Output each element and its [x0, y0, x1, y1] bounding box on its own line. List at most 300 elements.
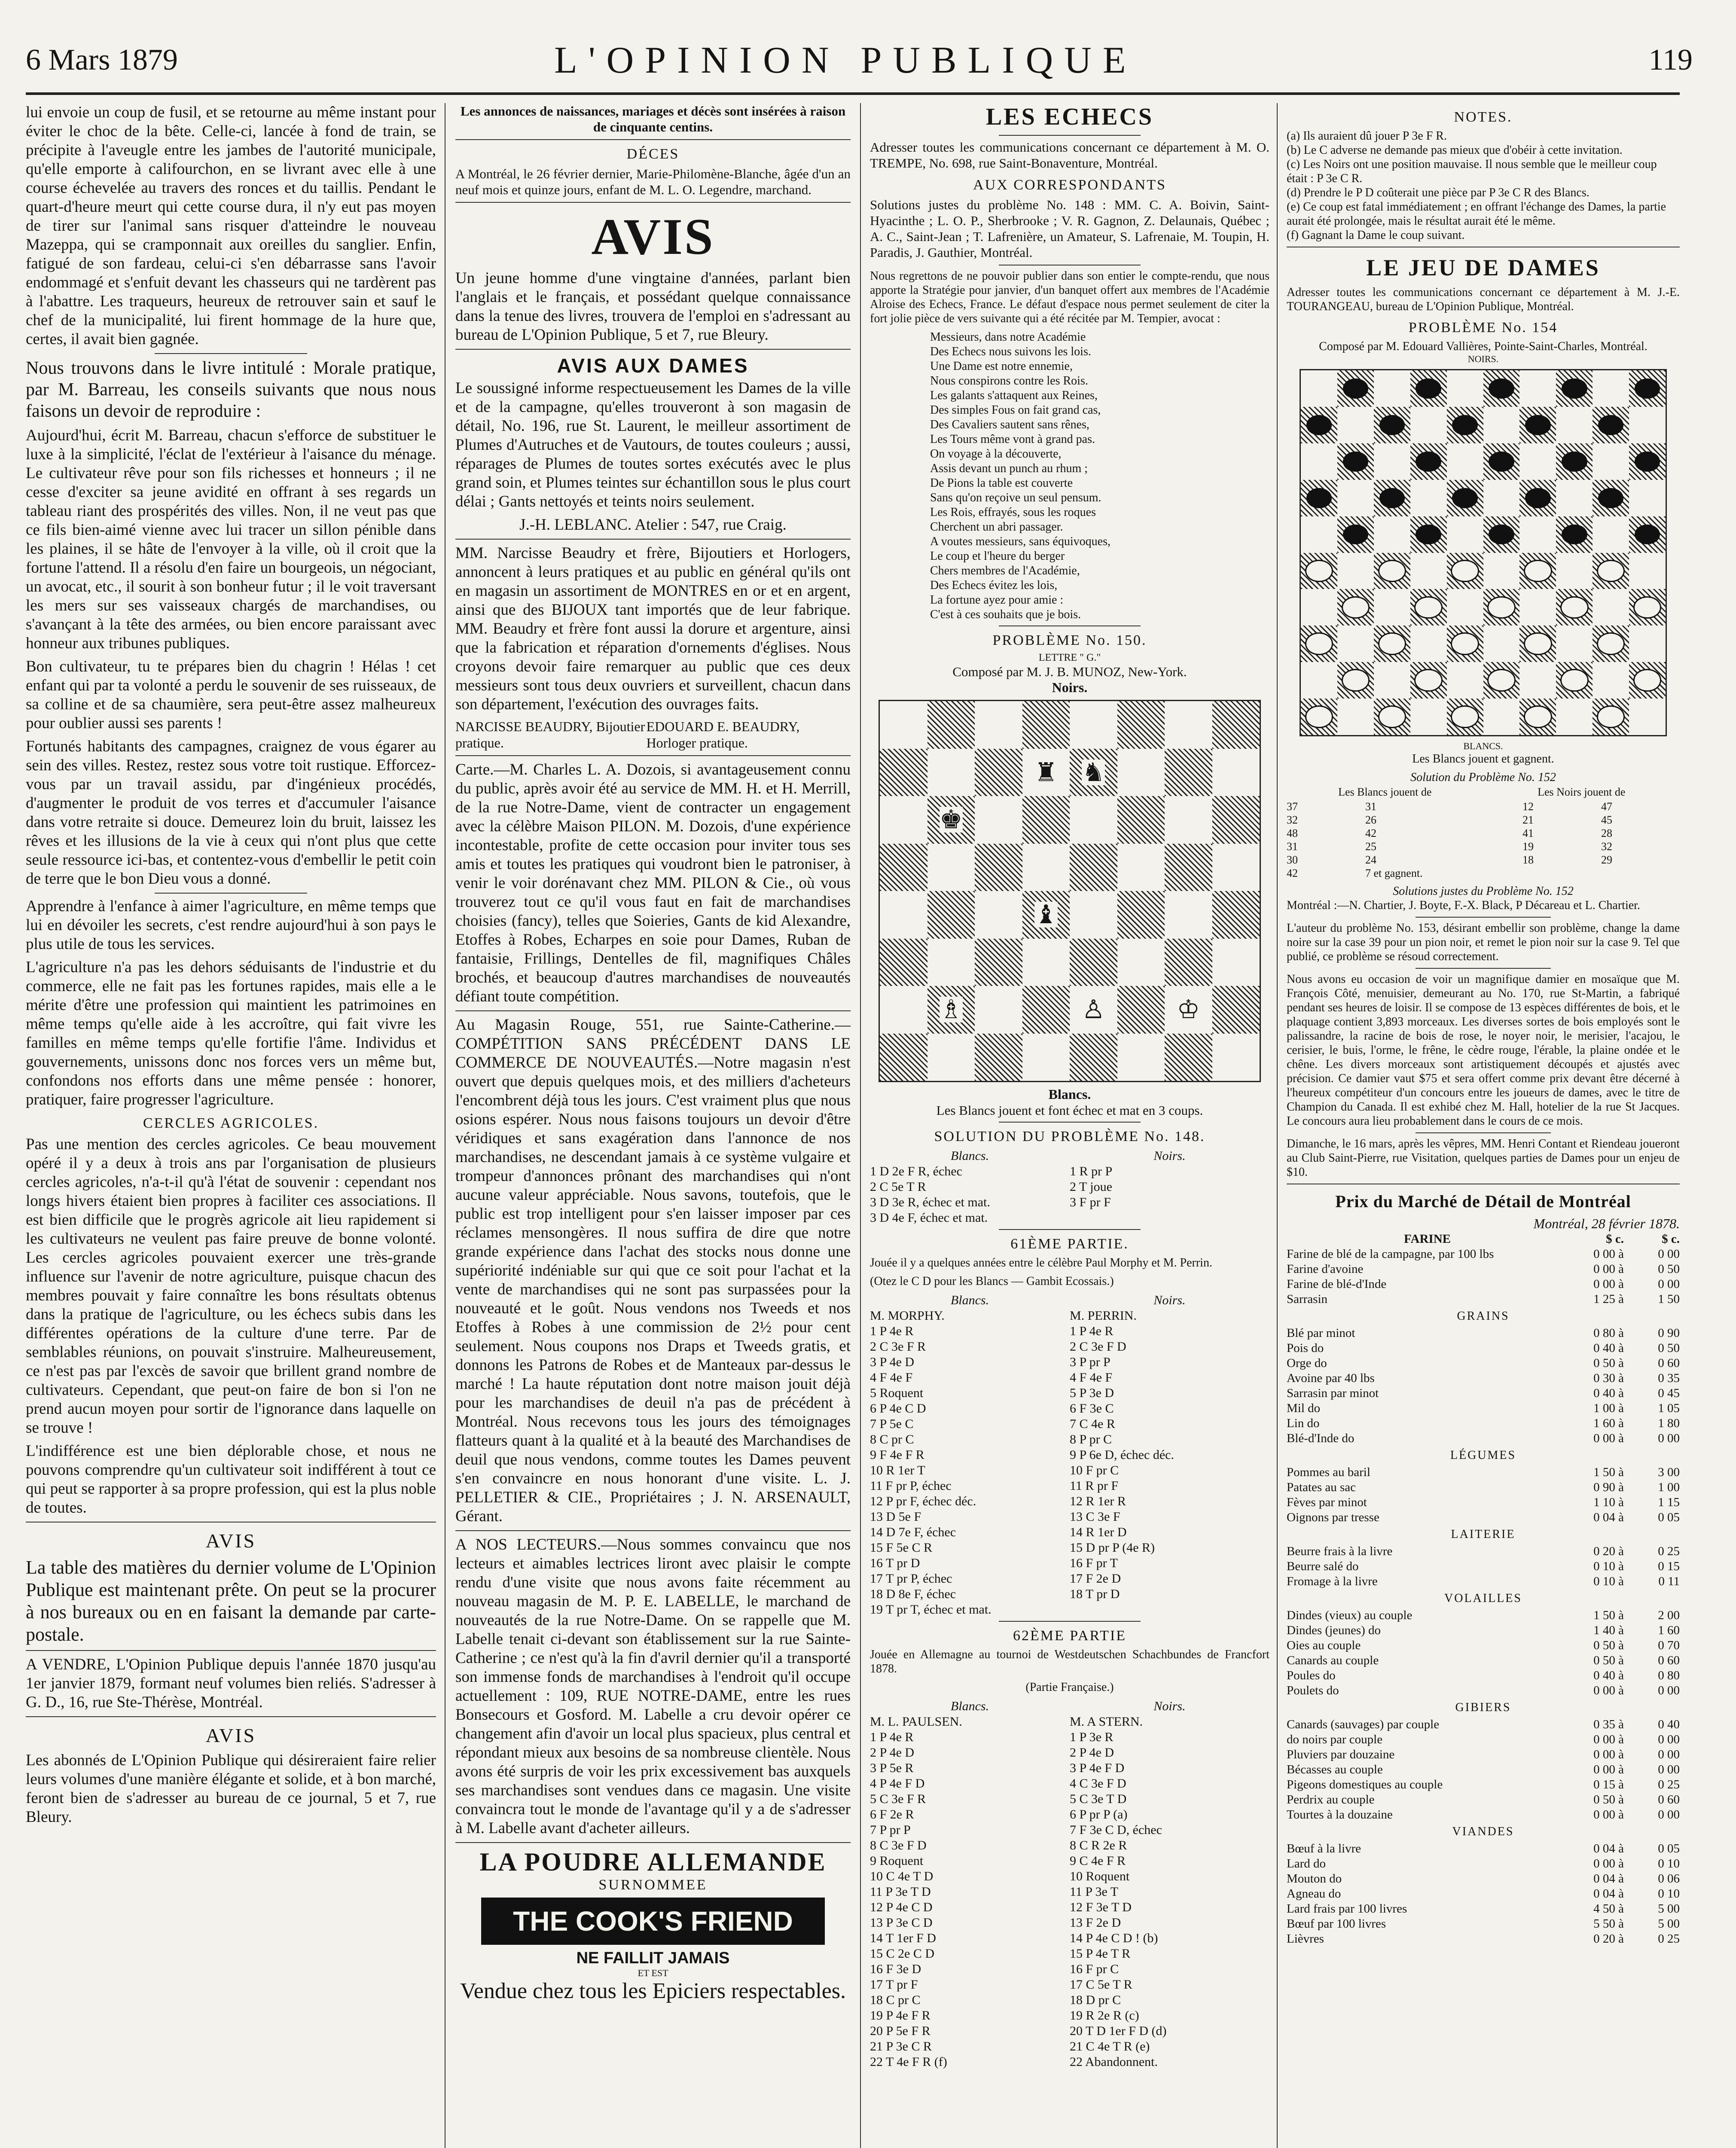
poem-line: Sans qu'on reçoive un seul pensum.: [930, 491, 1101, 504]
move: 3 D 3e R, échec et mat.: [870, 1195, 990, 1209]
draughts-section-title: LE JEU DE DAMES: [1366, 255, 1600, 281]
item-name: Oignons par tresse: [1287, 1510, 1379, 1525]
separator: [999, 1229, 1141, 1230]
poem-line: La fortune ayez pour amie :: [930, 593, 1064, 607]
price-low: 1 10 à: [1593, 1495, 1624, 1510]
game-62-intro: Jouée en Allemagne au tournoi de Westdeutschen Schachbundes de Francfort 1878.: [870, 1648, 1269, 1675]
item-name: Mil do: [1287, 1401, 1321, 1416]
move: 9 P 6e D, échec déc.: [1070, 1448, 1174, 1462]
draughts-piece: [1560, 596, 1588, 619]
draughts-square: [1337, 553, 1374, 589]
chess-square: [975, 749, 1022, 796]
draughts-square: [1519, 443, 1556, 480]
draughts-square: [1410, 699, 1447, 735]
move: 7 P pr P: [870, 1823, 911, 1837]
separator: [999, 1621, 1141, 1622]
white-moves: [870, 1324, 1070, 1617]
note: (c) Les Noirs ont une position mauvaise. Il nous semble que le meilleur coup était : P 3e C R.: [1287, 158, 1657, 185]
price-low: 0 35 à: [1593, 1718, 1624, 1732]
chess-square: [975, 939, 1022, 986]
price-row: [1287, 1416, 1680, 1431]
move: 15 P 4e T R: [1070, 1947, 1131, 1961]
poem-line: Nous conspirons contre les Rois.: [930, 374, 1088, 387]
draughts-move-row: [1287, 827, 1680, 840]
price-row: [1287, 1886, 1680, 1901]
draughts-piece: [1487, 596, 1515, 619]
draughts-move: 12: [1522, 800, 1534, 813]
draughts-piece: [1452, 488, 1477, 508]
draughts-square: [1447, 407, 1483, 443]
item-name: Bœuf à la livre: [1287, 1842, 1361, 1856]
draughts-move: 24: [1365, 854, 1376, 867]
move: 2 P 4e D: [1070, 1745, 1114, 1760]
separator: [999, 135, 1141, 136]
price-category: GIBIERS: [1455, 1701, 1511, 1715]
article-paragraph: Apprendre à l'enfance à aimer l'agriculture, en même temps que lui en dévoiler les secrets, c'est rendre aujourd'hui à son pays le plus utile de tous les services.: [26, 897, 436, 953]
chess-square: [927, 939, 975, 986]
section-heading: CERCLES AGRICOLES.: [143, 1115, 319, 1131]
column-3: [870, 103, 1269, 2148]
chess-square: [927, 749, 975, 796]
separator: [455, 1842, 851, 1843]
draughts-piece: [1343, 452, 1368, 472]
price-high: 0 10: [1658, 1857, 1680, 1871]
move: 22 T 4e F R (f): [870, 2055, 947, 2069]
move: 12 F 3e T D: [1070, 1900, 1132, 1914]
draughts-move: 45: [1601, 814, 1612, 827]
draughts-square: [1447, 553, 1483, 589]
move: 16 F pr C: [1070, 1962, 1119, 1976]
draughts-square: [1447, 443, 1483, 480]
masthead: [17, 26, 1693, 82]
article-paragraph: L'indifférence est une bien déplorable chose, et nous ne pouvons comprendre qu'un cultivateur soit indifférent à tout ce qui peut se rapporter à sa propre profession, qui est la plus noble de toutes.: [26, 1442, 436, 1516]
price-low: 0 10 à: [1593, 1559, 1624, 1574]
notice-text: La table des matières du dernier volume de L'Opinion Publique est maintenant prête. On peut se la procurer à nos bureaux ou en en faisant la demande par carte-postale.: [26, 1557, 436, 1645]
poem-line: Le coup et l'heure du berger: [930, 549, 1065, 563]
chess-square: [1117, 1034, 1165, 1081]
draughts-square: [1374, 443, 1410, 480]
chess-square: [880, 844, 927, 891]
chess-piece: ♗: [939, 995, 963, 1024]
price-row: [1287, 1326, 1680, 1341]
price-low: 0 00 à: [1593, 1733, 1624, 1747]
price-low: 4 50 à: [1593, 1902, 1624, 1916]
price-high: 0 45: [1658, 1386, 1680, 1400]
ladies-notice-signature: J.-H. LEBLANC. Atelier : 547, rue Craig.: [519, 516, 787, 534]
for-sale-notice: A VENDRE, L'Opinion Publique depuis l'année 1870 jusqu'au 1er janvier 1879, formant neuf volumes bien reliés. S'adresser à G. D., 16, rue Ste-Thérèse, Montréal.: [26, 1656, 436, 1711]
draughts-square: [1374, 662, 1410, 699]
draughts-piece: [1414, 596, 1442, 619]
price-high: 0 00: [1658, 1277, 1680, 1291]
move: 3 D 4e F, échec et mat.: [870, 1211, 988, 1225]
draughts-piece: [1379, 488, 1405, 508]
price-row: [1287, 1623, 1680, 1638]
item-name: Pommes au baril: [1287, 1465, 1370, 1480]
price-category: VOLAILLES: [1444, 1592, 1522, 1605]
chess-square: [1212, 749, 1260, 796]
ladies-notice: Le soussigné informe respectueusement les Dames de la ville et de la campagne, qu'elles trouveront à son magasin de détail, No. 196, rue St. Laurent, le meilleur assortiment de Plumes d'Autruches et de Vautours, de toutes couleurs ; aussi, réparages de Plumes de toutes sortes exécutés avec le plus grand soin, et Plumes teintes sur échantillon sous le plus court délai ; Gants nettoyés et teints noirs seulement.: [455, 379, 851, 510]
draughts-square: [1629, 443, 1666, 480]
chess-square: [1070, 1034, 1117, 1081]
item-name: Lièvres: [1287, 1932, 1324, 1946]
price-high: 0 00: [1658, 1733, 1680, 1747]
draughts-square: [1593, 625, 1629, 662]
move: 7 F 3e C D, échec: [1070, 1823, 1162, 1837]
price-high: 0 06: [1658, 1872, 1680, 1886]
price-high: 0 00: [1658, 1763, 1680, 1777]
draughts-piece: [1306, 488, 1332, 508]
move: 22 Abandonnent.: [1070, 2055, 1158, 2069]
issue-date: 6 Mars 1879: [26, 43, 178, 76]
chess-square: [1117, 939, 1165, 986]
move: 18 C pr C: [870, 1993, 921, 2007]
move: 17 F 2e D: [1070, 1571, 1121, 1586]
cooks-friend-logo: THE COOK'S FRIEND: [481, 1898, 825, 1945]
chess-square: [1070, 796, 1117, 844]
move: 14 D 7e F, échec: [870, 1525, 956, 1539]
draughts-piece: [1635, 452, 1660, 472]
draughts-move: 31: [1287, 840, 1298, 853]
move: 9 F 4e F R: [870, 1448, 924, 1462]
item-name: Perdrix au couple: [1287, 1793, 1375, 1807]
problem-letter: LETTRE " G.": [1038, 652, 1101, 663]
item-name: Oies au couple: [1287, 1638, 1361, 1653]
price-header: $ c.: [1662, 1232, 1680, 1246]
draughts-square: [1519, 662, 1556, 699]
price-high: 0 35: [1658, 1371, 1680, 1385]
draughts-square: [1483, 407, 1520, 443]
price-category: LAITERIE: [1451, 1528, 1516, 1541]
price-high: 0 11: [1658, 1574, 1680, 1589]
vendue-text: Vendue chez tous les Epiciers respectables.: [460, 1979, 846, 2003]
draughts-piece: [1560, 669, 1588, 692]
move: 9 Roquent: [870, 1854, 924, 1868]
item-name: Fromage à la livre: [1287, 1574, 1378, 1589]
draughts-square: [1593, 589, 1629, 625]
chess-square: [975, 986, 1022, 1034]
item-name: Orge do: [1287, 1356, 1327, 1370]
draughts-square: [1374, 699, 1410, 735]
draughts-square: [1337, 699, 1374, 735]
chess-piece: ♔: [1177, 995, 1200, 1024]
chess-square: [1165, 891, 1212, 939]
chess-board: [879, 700, 1261, 1082]
draughts-square: [1301, 516, 1337, 553]
separator: [455, 139, 851, 140]
chess-square: [880, 891, 927, 939]
separator: [455, 755, 851, 756]
move: 3 P 5e R: [870, 1761, 914, 1775]
chess-square: [1117, 891, 1165, 939]
draughts-move: 42: [1287, 867, 1298, 880]
chess-square: [1212, 701, 1260, 749]
draughts-square: [1410, 553, 1447, 589]
price-low: 0 50 à: [1593, 1638, 1624, 1653]
price-low: 0 50 à: [1593, 1793, 1624, 1807]
item-name: Avoine par 40 lbs: [1287, 1371, 1375, 1385]
chess-piece: ♚: [939, 806, 963, 834]
move: 14 P 4e C D ! (b): [1070, 1931, 1158, 1945]
article-paragraph: Pas une mention des cercles agricoles. Ce beau mouvement opéré il y a deux à trois ans par l'organisation de plusieurs cercles agricoles, n'a-t-il qu'à l'état de souvenir : cependant nos longs hivers étaient bien propres à faciliter ces associations. Il est bien difficile que le progrès agricole ait lieu rapidement si les cultivateurs ne veulent pas faire preuve de bonne volonté. Les cercles agricoles pouvaient exercer une très-grande influence sur l'avenir de notre agriculture, puisque chacun des membres pouvait y faire connaître les bons résultats obtenus dans la pratique de l'agriculture, ou les échecs subis dans les différentes opérations de la culture d'une terre. Par de semblables réunions, on pouvait s'instruire. Malheureusement, ce n'est pas par l'excès de savoir que brillent grand nombre de cultivateurs. Cependant, que peut-on faire de bon si l'on ne prend aucun moyen pour sortir de l'ignorance dans laquelle on se trouve !: [26, 1135, 436, 1437]
draughts-move: [1522, 867, 1601, 880]
draughts-square: [1410, 662, 1447, 699]
draughts-square: [1447, 625, 1483, 662]
move: 5 C 3e F R: [870, 1792, 926, 1806]
market-prices-title: Prix du Marché de Détail de Montréal: [1335, 1192, 1631, 1211]
separator: [26, 1522, 436, 1523]
move: 21 C 4e T R (e): [1070, 2039, 1150, 2053]
move: 6 P pr P (a): [1070, 1807, 1128, 1822]
draughts-move: 18: [1522, 854, 1534, 867]
price-high: 0 00: [1658, 1431, 1680, 1446]
author-note: L'auteur du problème No. 153, désirant embellir son problème, change la dame noire sur la case 39 pour un pion noir, et remet le pion noir sur la case 9. Tel que publié, ce problème se résoud correctement.: [1287, 921, 1680, 964]
draughts-square: [1337, 516, 1374, 553]
move: 2 C 5e T R: [870, 1180, 926, 1194]
draughts-square: [1410, 516, 1447, 553]
move: 18 D pr C: [1070, 1993, 1121, 2007]
game-61-intro: Jouée il y a quelques années entre le célèbre Paul Morphy et M. Perrin.: [870, 1256, 1212, 1269]
price-row: [1287, 1871, 1680, 1886]
move: 4 P 4e F D: [870, 1776, 925, 1791]
chess-square: [1022, 1034, 1070, 1081]
poem-line: Les Tours même vont à grand pas.: [930, 433, 1095, 446]
solution-heading: SOLUTION DU PROBLÈME No. 148.: [934, 1129, 1205, 1144]
chess-square: [1070, 844, 1117, 891]
draughts-square: [1410, 407, 1447, 443]
item-name: Pigeons domestiques au couple: [1287, 1778, 1443, 1792]
chess-square: [880, 1034, 927, 1081]
move: 10 C 4e T D: [870, 1869, 934, 1883]
column-divider: [1277, 103, 1278, 2148]
draughts-piece: [1489, 452, 1514, 472]
move: 2 T joue: [1070, 1180, 1112, 1194]
price-row: [1287, 1841, 1680, 1856]
move: 4 F 4e F: [870, 1370, 913, 1385]
price-high: 0 00: [1658, 1808, 1680, 1822]
move: 3 P pr P: [1070, 1355, 1111, 1369]
chess-square: [1212, 844, 1260, 891]
price-high: 0 00: [1658, 1684, 1680, 1698]
draughts-square: [1593, 699, 1629, 735]
article-paragraph: lui envoie un coup de fusil, et se retourne au même instant pour éviter le choc de la bête. Celle-ci, lancée à fond de train, se précipite à l'aveugle entre les jambes de l'autorité municipale, qu'elle emporte à califourchon, en se livrant avec elle à une course échevelée au travers des ronces et du taillis. Pendant le quart-d'heure meurt qui cette course dura, il n'y eut pas moyen de tirer sur l'animal sans risquer d'atteindre le nouveau Mazeppa, qui se cramponnait aux oreilles du sanglier. Enfin, fatigué de son fardeau, celui-ci s'en débarrasse sans l'avoir endommagé et s'enfuit devant les chasseurs qui ne tardèrent pas à l'abattre. Les traqueurs, heureux de retrouver sain et sauf le chef de la municipalité, lui firent hommage de la hure que, certes, il avait bien gagnée.: [26, 104, 436, 348]
draughts-solution-moves: [1287, 800, 1680, 880]
move: 17 T pr F: [870, 1977, 918, 1992]
draughts-piece: [1416, 452, 1441, 472]
draughts-square: [1556, 516, 1593, 553]
draughts-square: [1301, 407, 1337, 443]
move: 1 P 4e R: [870, 1730, 914, 1744]
price-low: 0 00 à: [1593, 1748, 1624, 1762]
item-name: Fèves par minot: [1287, 1495, 1367, 1510]
draughts-piece: [1562, 378, 1587, 399]
price-high: 0 25: [1658, 1932, 1680, 1946]
white-moves: [870, 1730, 1070, 2070]
separator: [26, 1716, 436, 1717]
header-rule: [26, 92, 1680, 95]
announcement-rates: Les annonces de naissances, mariages et décès sont insérées à raison de cinquante centins.: [460, 104, 846, 134]
poem: [870, 330, 1269, 622]
price-high: 1 80: [1658, 1416, 1680, 1431]
draughts-square: [1556, 443, 1593, 480]
price-low: 0 00 à: [1593, 1262, 1624, 1276]
price-high: 0 50: [1658, 1341, 1680, 1355]
col-header: Noirs.: [1153, 1149, 1186, 1163]
col-header: Blancs.: [950, 1149, 989, 1163]
chess-square: [1022, 701, 1070, 749]
poem-line: Les Rois, effrayés, sous les roques: [930, 506, 1096, 519]
item-name: Farine de blé-d'Inde: [1287, 1277, 1387, 1291]
draughts-move: 28: [1601, 827, 1612, 840]
move: 5 Roquent: [870, 1386, 924, 1400]
item-name: Agneau do: [1287, 1887, 1341, 1901]
game-61-sub: (Otez le C D pour les Blancs — Gambit Ecossais.): [870, 1275, 1114, 1288]
chess-square: [1212, 939, 1260, 986]
price-high: 1 50: [1658, 1292, 1680, 1306]
draughts-square: [1629, 589, 1666, 625]
draughts-square: [1337, 443, 1374, 480]
card-advert: Carte.—M. Charles L. A. Dozois, si avantageusement connu du public, après avoir été au service de MM. H. et H. Merrill, de la rue Notre-Dame, vient de contracter un engagement avec la célèbre Maison PILON. M. Dozois, d'une expérience incontestable, profite de cette occasion pour inviter tous ses amis et toutes les pratiques qui voudront bien le patroniser, à venir le voir dorénavant chez MM. PILON & Cie., où vous trouverez tout ce qu'il vous faut en fait de marchandises choisies (fancy), telles que Soieries, Gants de kid Alexandre, Etoffes à Robes, Echarpes en soie pour Dames, Ruban de fantaisie, Frillings, Dentelles de fil, magnifiques Châles brochés, et beaucoup d'autres marchandises de nouveautés défiant toute compétition.: [455, 761, 851, 1005]
draughts-square: [1556, 699, 1593, 735]
price-row: [1287, 1931, 1680, 1947]
draughts-move-row: [1287, 800, 1680, 813]
price-low: 0 20 à: [1593, 1544, 1624, 1559]
draughts-square: [1337, 589, 1374, 625]
move: 15 C 2e C D: [870, 1947, 934, 1961]
draughts-square: [1593, 443, 1629, 480]
draughts-square: [1556, 589, 1593, 625]
move: 1 P 4e R: [870, 1324, 914, 1338]
price-low: 0 00 à: [1593, 1431, 1624, 1446]
move: 12 P 4e C D: [870, 1900, 933, 1914]
game-62-heading: 62ÈME PARTIE: [1013, 1628, 1127, 1644]
note: (f) Gagnant la Dame le coup suivant.: [1287, 229, 1465, 242]
price-row: [1287, 1856, 1680, 1871]
draughts-square: [1593, 480, 1629, 516]
draughts-piece: [1633, 669, 1661, 692]
draughts-square: [1337, 407, 1374, 443]
move: 4 F 4e F: [1070, 1370, 1113, 1385]
draughts-piece: [1306, 415, 1332, 435]
item-name: Tourtes à la douzaine: [1287, 1808, 1393, 1822]
chess-square: [1022, 844, 1070, 891]
chess-square: [927, 1034, 975, 1081]
col-header: Blancs.: [950, 1699, 989, 1713]
draughts-square: [1483, 589, 1520, 625]
item-name: Sarrasin: [1287, 1292, 1328, 1306]
sunday-match-notice: Dimanche, le 16 mars, après les vêpres, MM. Henri Contant et Riendeau joueront au Club Saint-Pierre, rue Visitation, quelques parties de Dames pour un enjeu de $10.: [1287, 1137, 1680, 1179]
article-paragraph: Bon cultivateur, tu te prépares bien du chagrin ! Hélas ! cet enfant qui par ta volonté a perdu le souvenir de ses ruisseaux, de sa colline et de sa chaumière, sera peut-être assez malheureux pour oublier aussi ses parents !: [26, 658, 436, 732]
price-row: [1287, 1608, 1680, 1623]
move: 8 C 3e F D: [870, 1838, 927, 1852]
draughts-square: [1519, 516, 1556, 553]
draughts-piece: [1525, 488, 1550, 508]
correct-solutions-heading: Solutions justes du Problème No. 152: [1393, 885, 1574, 898]
draughts-square: [1593, 553, 1629, 589]
chess-square: [927, 844, 975, 891]
chess-section-title: LES ECHECS: [985, 104, 1154, 130]
draughts-move: 7 et gagnent.: [1365, 867, 1423, 880]
move: 11 P 3e T: [1070, 1885, 1119, 1899]
price-row: [1287, 1341, 1680, 1356]
draughts-piece: [1305, 705, 1333, 728]
poem-line: Cherchent un abri passager.: [930, 520, 1063, 534]
price-high: 0 40: [1658, 1718, 1680, 1732]
draughts-piece: [1489, 378, 1514, 399]
draughts-goal: Les Blancs jouent et gagnent.: [1412, 752, 1554, 766]
et-est-text: ET EST: [638, 1968, 668, 1978]
draughts-move: 29: [1601, 854, 1612, 867]
price-low: 0 30 à: [1593, 1371, 1624, 1385]
deaths-heading: DÉCES: [626, 146, 680, 162]
col-header: Blancs.: [950, 1293, 989, 1307]
draughts-piece: [1451, 560, 1479, 583]
draughts-piece: [1524, 632, 1552, 655]
separator: [1416, 968, 1551, 969]
move: 16 T pr D: [870, 1556, 920, 1570]
price-high: 0 25: [1658, 1544, 1680, 1559]
item-name: do noirs par couple: [1287, 1733, 1383, 1747]
draughts-square: [1410, 370, 1447, 407]
jeweller-advert: MM. Narcisse Beaudry et frère, Bijoutiers et Horlogers, annoncent à leurs pratiques et au public en général qu'ils ont en magasin un assortiment de MONTRES en or et en argent, ainsi que des BIJOUX tant importés que de leur fabrique. MM. Beaudry et frère font aussi la dorure et argenture, ainsi que la fabrication et réparation d'ornements d'églises. Nous croyons devoir faire remarquer au public que ces deux messieurs sont tous deux ouvriers et surveillent, chacun dans son département, l'exécution des ouvrages faits.: [455, 544, 851, 713]
price-row: [1287, 1559, 1680, 1574]
chess-square: [1165, 1034, 1212, 1081]
note: (b) Le C adverse ne demande pas mieux que d'obéir à cette invitation.: [1287, 143, 1623, 157]
move: 8 P pr C: [1070, 1432, 1112, 1446]
draughts-piece: [1343, 525, 1368, 545]
draughts-square: [1593, 370, 1629, 407]
price-low: 0 80 à: [1593, 1326, 1624, 1340]
game-61-heading: 61ÈME PARTIE.: [1010, 1236, 1129, 1252]
item-name: Pluviers par douzaine: [1287, 1748, 1395, 1762]
article-paragraph: Fortunés habitants des campagnes, craignez de vous égarer au sein des villes. Restez, restez sous votre toit rustique. Efforcez-vous par un travail assidu, par d'ingénieux procédés, d'augmenter le produit de vos terres et d'accumuler l'aisance dans votre retraite si douce. Demeurez loin du bruit, laissez les rêves et les illusions de la vie à ceux qui n'ont plus que cette seule ressource ici-bas, et contentez-vous d'embellir le petit coin de terre que le bon Dieu vous a donné.: [26, 738, 436, 888]
price-high: 5 00: [1658, 1902, 1680, 1916]
move: 11 P 3e T D: [870, 1885, 931, 1899]
draughts-move: 47: [1601, 800, 1612, 813]
draughts-square: [1519, 699, 1556, 735]
price-table-header: [1287, 1232, 1680, 1247]
item-name: Beurre salé do: [1287, 1559, 1359, 1574]
chess-square: [1212, 986, 1260, 1034]
col-header: Noirs.: [1153, 1293, 1186, 1307]
move: 1 R pr P: [1070, 1164, 1113, 1178]
col-header: Les Blancs jouent de: [1338, 786, 1432, 799]
poem-line: Des Echecs nous suivons les lois.: [930, 345, 1091, 358]
draughts-problem-heading: PROBLÈME No. 154: [1408, 320, 1558, 336]
draughts-square: [1629, 699, 1666, 735]
game-62-players: [870, 1714, 1269, 1730]
move: 21 P 3e C R: [870, 2039, 932, 2053]
price-high: 0 10: [1658, 1887, 1680, 1901]
price-row: [1287, 1401, 1680, 1416]
price-row: [1287, 1480, 1680, 1495]
draughts-square: [1483, 553, 1520, 589]
chess-square: [880, 701, 927, 749]
draughts-square: [1483, 699, 1520, 735]
draughts-move: 42: [1365, 827, 1376, 840]
item-name: Canards au couple: [1287, 1654, 1379, 1668]
price-row: [1287, 1574, 1680, 1589]
chess-square: [1070, 891, 1117, 939]
chess-square: [1212, 1034, 1260, 1081]
correspondents-heading: AUX CORRESPONDANTS: [973, 177, 1166, 193]
price-row: [1287, 1792, 1680, 1807]
price-high: 0 50: [1658, 1262, 1680, 1276]
chess-piece-square: [1165, 986, 1212, 1034]
price-category: GRAINS: [1457, 1309, 1510, 1323]
price-header: $ c.: [1606, 1232, 1624, 1246]
move: 14 R 1er D: [1070, 1525, 1127, 1539]
move: 6 F 2e R: [870, 1807, 914, 1822]
